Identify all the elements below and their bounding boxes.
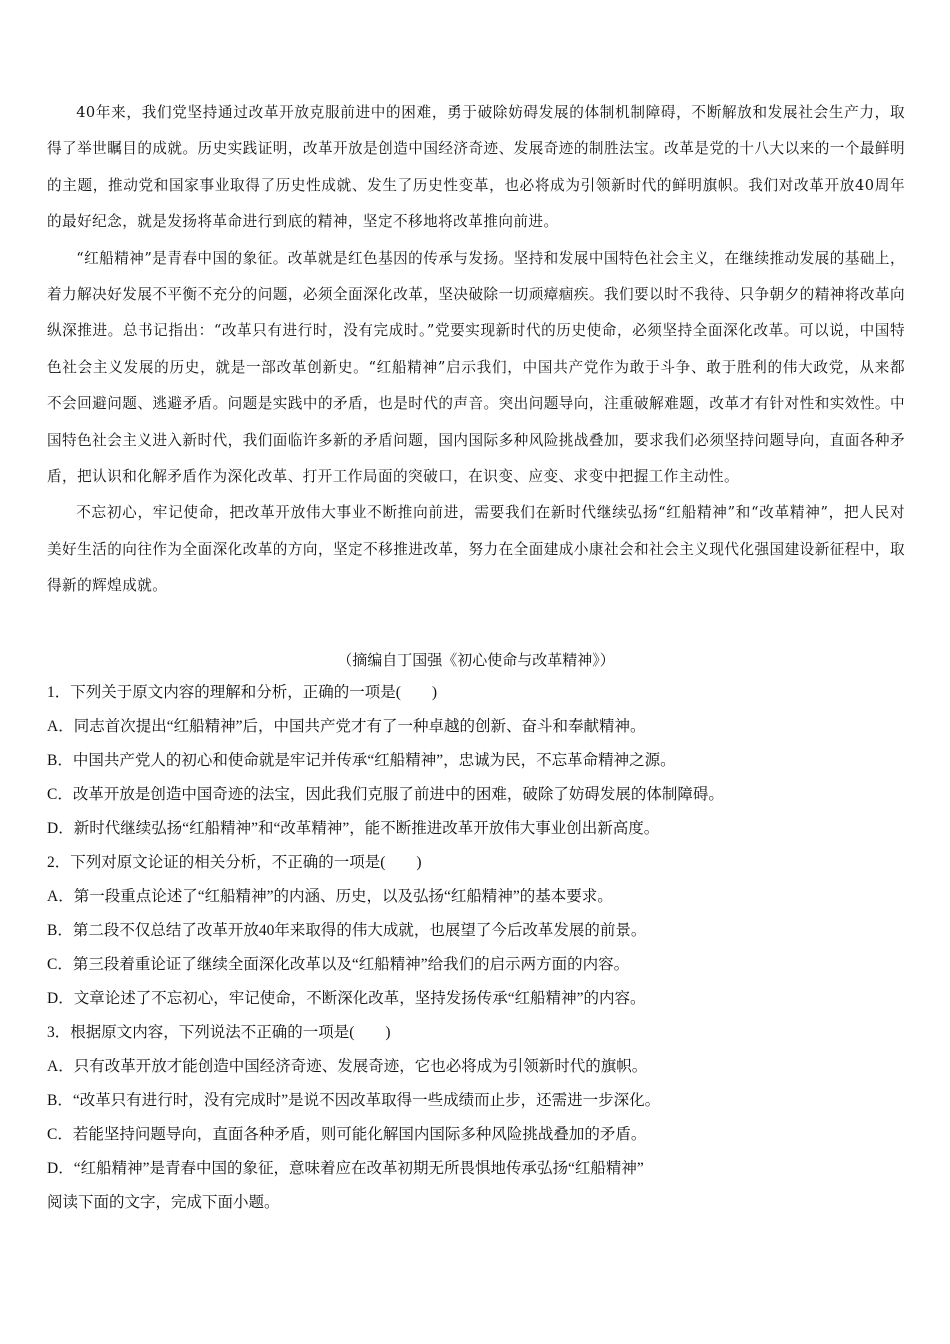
passage-paragraph-3: 不忘初心，牢记使命，把改革开放伟大事业不断推向前进，需要我们在新时代继续弘扬“红船精神”和“改革精神”，把人民对美好生活的向往作为全面深化改革的方向，坚定不移推进改革，努力在全面建成小康社会和社会主义现代化强国建设新征程中，取得新的辉煌成就。 [47,504,905,595]
question-3-option-c: C．若能坚持问题导向，直面各种矛盾，则可能化解国内国际多种风险挑战叠加的矛盾。 [47,1126,647,1143]
passage-paragraph-2: “红船精神”是青春中国的象征。改革就是红色基因的传承与发扬。坚持和发展中国特色社会主义，在继续推动发展的基础上，着力解决好发展不平衡不充分的问题，必须全面深化改革，坚决破除一切顽瘴痼疾。我们要以时不我待、只争朝夕的精神将改革向纵深推进。总书记指出：“改革只有进行时，没有完成时。”党要实现新时代的历史使命，必须坚持全面深化改革。可以说，中国特色社会主义发展的历史，就是一部改革创新史。“红船精神”启示我们，中国共产党作为敢于斗争、敢于胜利的伟大政党，从来都不会回避问题、逃避矛盾。问题是实践中的矛盾，也是时代的声音。突出问题导向，注重破解难题，改革才有针对性和实效性。中国特色社会主义进入新时代，我们面临许多新的矛盾问题，国内国际多种风险挑战叠加，要求我们必须坚持问题导向，直面各种矛盾，把认识和化解矛盾作为深化改革、打开工作局面的突破口，在识变、应变、求变中把握工作主动性。 [47,249,905,486]
question-3-stem: 3．根据原文内容，下列说法不正确的一项是( ) [47,1024,391,1041]
question-list [47,676,917,1220]
next-section-instruction: 阅读下面的文字，完成下面小题。 [47,1194,280,1211]
question-1-option-b: B．中国共产党人的初心和使命就是牢记并传承“红船精神”，忠诚为民，不忘革命精神之源。 [47,752,676,769]
question-1-option-d: D．新时代继续弘扬“红船精神”和“改革精神”，能不断推进改革开放伟大事业创出新高度。 [47,820,660,837]
question-2-stem: 2．下列对原文论证的相关分析，不正确的一项是( ) [47,854,422,871]
question-1-stem: 1．下列关于原文内容的理解和分析，正确的一项是( ) [47,684,438,701]
question-2-option-b: B．第二段不仅总结了改革开放40年来取得的伟大成就，也展望了今后改革发展的前景。 [47,922,647,939]
question-1-option-c: C．改革开放是创造中国奇迹的法宝，因此我们克服了前进中的困难，破除了妨碍发展的体制障碍。 [47,786,724,803]
question-2-option-c: C．第三段着重论证了继续全面深化改革以及“红船精神”给我们的启示两方面的内容。 [47,956,630,973]
question-3-option-a: A．只有改革开放才能创造中国经济奇迹、发展奇迹，它也必将成为引领新时代的旗帜。 [47,1058,648,1075]
question-1-option-a: A．同志首次提出“红船精神”后，中国共产党才有了一种卓越的创新、奋斗和奉献精神。 [47,718,646,735]
passage-paragraph-1: 40年来，我们党坚持通过改革开放克服前进中的困难，勇于破除妨碍发展的体制机制障碍，不断解放和发展社会生产力，取得了举世瞩目的成就。历史实践证明，改革开放是创造中国经济奇迹、发展奇迹的制胜法宝。改革是党的十八大以来的一个最鲜明的主题，推动党和国家事业取得了历史性成就、发生了历史性变革，也必将成为引领新时代的鲜明旗帜。我们对改革开放40周年的最好纪念，就是发扬将革命进行到底的精神，坚定不移地将改革推向前进。 [47,104,905,231]
question-2-option-d: D．文章论述了不忘初心，牢记使命，不断深化改革，坚持发扬传承“红船精神”的内容。 [47,990,646,1007]
question-3-option-b: B．“改革只有进行时，没有完成时”是说不因改革取得一些成绩而止步，还需进一步深化。 [47,1092,661,1109]
question-2-option-a: A．第一段重点论述了“红船精神”的内涵、历史，以及弘扬“红船精神”的基本要求。 [47,888,613,905]
passage-source: （摘编自丁国强《初心使命与改革精神》） [337,651,615,669]
reading-passage [47,95,905,605]
question-3-option-d: D．“红船精神”是青春中国的象征，意味着应在改革初期无所畏惧地传承弘扬“红船精神” [47,1160,644,1177]
